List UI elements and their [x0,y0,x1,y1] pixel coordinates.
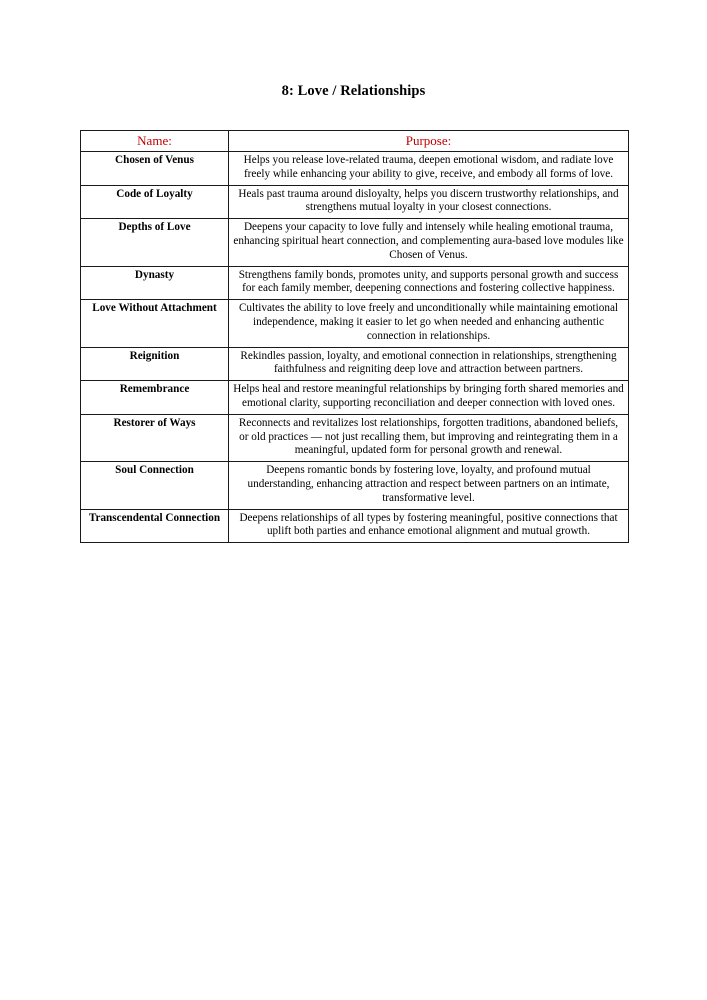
table-row [81,219,629,266]
column-header-name: Name: [81,131,229,152]
module-name-cell: Reignition [81,347,229,381]
table-row [81,414,629,461]
table-row [81,509,629,543]
module-purpose-cell: Cultivates the ability to love freely and unconditionally while maintaining emotional independence, making it easier to let go when needed and enhancing authentic connection in relationships. [229,300,629,347]
table-row [81,266,629,300]
module-name-cell: Code of Loyalty [81,185,229,219]
modules-table [80,130,629,543]
table-row [81,152,629,186]
column-header-purpose: Purpose: [229,131,629,152]
module-purpose-cell: Helps you release love-related trauma, deepen emotional wisdom, and radiate love freely while enhancing your ability to give, receive, and embody all forms of love. [229,152,629,186]
module-name-cell: Remembrance [81,381,229,415]
table-header-row [81,131,629,152]
module-purpose-cell: Deepens romantic bonds by fostering love, loyalty, and profound mutual understanding, enhancing attraction and respect between partners on an intimate, transformative level. [229,462,629,509]
module-purpose-cell: Strengthens family bonds, promotes unity, and supports personal growth and success for each family member, deepening connections and fostering collective happiness. [229,266,629,300]
table-row [81,300,629,347]
modules-table-container [80,130,628,543]
module-name-cell: Love Without Attachment [81,300,229,347]
module-purpose-cell: Deepens your capacity to love fully and intensely while healing emotional trauma, enhancing spiritual heart connection, and complementing aura-based love modules like Chosen of Venus. [229,219,629,266]
module-purpose-cell: Heals past trauma around disloyalty, helps you discern trustworthy relationships, and strengthens mutual loyalty in your closest connections. [229,185,629,219]
module-name-cell: Dynasty [81,266,229,300]
page-title: 8: Love / Relationships [281,83,426,99]
module-purpose-cell: Reconnects and revitalizes lost relationships, forgotten traditions, abandoned beliefs, or old practices — not just recalling them, but improving and reintegrating them in a meaningful, updated form for personal growth and renewal. [229,414,629,461]
module-purpose-cell: Rekindles passion, loyalty, and emotional connection in relationships, strengthening faithfulness and reigniting deep love and attraction between partners. [229,347,629,381]
module-purpose-cell: Deepens relationships of all types by fostering meaningful, positive connections that uplift both parties and enhance emotional alignment and mutual growth. [229,509,629,543]
module-name-cell: Depths of Love [81,219,229,266]
table-header [81,131,629,152]
table-row [81,185,629,219]
table-row [81,347,629,381]
module-name-cell: Soul Connection [81,462,229,509]
table-row [81,381,629,415]
module-name-cell: Chosen of Venus [81,152,229,186]
table-row [81,462,629,509]
module-name-cell: Transcendental Connection [81,509,229,543]
module-purpose-cell: Helps heal and restore meaningful relationships by bringing forth shared memories and emotional clarity, supporting reconciliation and deeper connection with loved ones. [229,381,629,415]
module-name-cell: Restorer of Ways [81,414,229,461]
table-body [81,152,629,543]
